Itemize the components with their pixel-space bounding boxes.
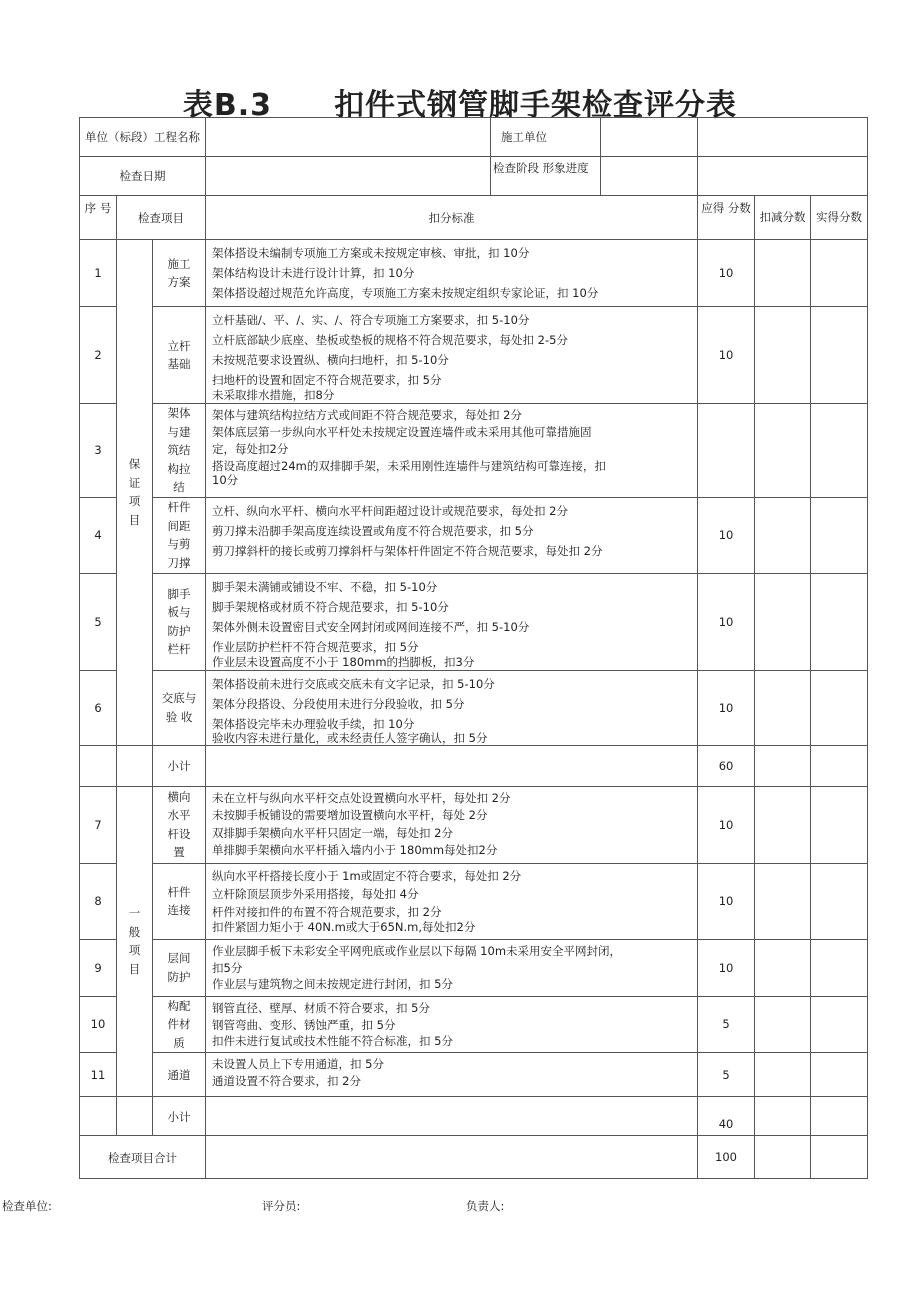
row-seq: 10 (80, 996, 117, 1053)
row-name: 立杆基础 (153, 307, 206, 404)
subtotal-score: 60 (698, 745, 755, 786)
row-seq: 9 (80, 939, 117, 996)
row-due-score: 10 (698, 786, 755, 863)
subtotal-deduct-input[interactable] (755, 745, 811, 786)
subtotal-score: 40 (698, 1097, 755, 1136)
row-due-score: 10 (698, 863, 755, 939)
table-row (80, 573, 868, 670)
row-actual-input[interactable] (811, 786, 868, 863)
row-name: 通道 (153, 1053, 206, 1097)
row-deduct-input[interactable] (755, 939, 811, 996)
row-due-score: 5 (698, 996, 755, 1053)
row-due-score: 10 (698, 939, 755, 996)
row-criteria: 立杆、纵向水平杆、横向水平杆间距超过设计或规范要求，每处扣 2分 剪刀撑未沿脚手架高度连续设置或角度不符合规范要求，扣 5分 剪刀撑斜杆的接长或剪刀撑斜杆与架体杆件固定不符合规范要求，每处扣 2分 (206, 497, 698, 573)
unit-label: 单位（标段）工程名称 (80, 118, 206, 157)
subtotal-row (80, 745, 868, 786)
unit-value-cell[interactable] (206, 118, 698, 157)
col-item: 检查项目 (117, 196, 206, 240)
col-actual: 实得分数 (811, 196, 868, 240)
row-actual-input[interactable] (811, 404, 868, 498)
row-name: 脚手板与防护栏杆 (153, 573, 206, 670)
row-name: 施工方案 (153, 240, 206, 307)
col-deduct: 扣减分数 (755, 196, 811, 240)
row-criteria: 架体搭设前未进行交底或交底未有文字记录，扣 5-10分 架体分段搭设、分段使用未进行分段验收，扣 5分 架体搭设完毕未办理验收手续，扣 10分 验收内容未进行量化，或未经责任人签字确认，扣 5分 (206, 670, 698, 745)
row-name: 层间防护 (153, 939, 206, 996)
row-seq: 1 (80, 240, 117, 307)
row-deduct-input[interactable] (755, 240, 811, 307)
table-row (80, 996, 868, 1053)
subtotal-deduct-input[interactable] (755, 1097, 811, 1136)
row-criteria: 钢管直径、壁厚、材质不符合要求，扣 5分 钢管弯曲、变形、锈蚀严重，扣 5分 扣件未进行复试或技术性能不符合标准，扣 5分 (206, 996, 698, 1053)
row-due-score: 10 (698, 670, 755, 745)
group-general: 一般项目 (117, 786, 153, 1097)
row-seq (80, 1097, 117, 1136)
row-seq: 6 (80, 670, 117, 745)
row-due-score: 10 (698, 497, 755, 573)
row-due-score: 10 (698, 307, 755, 404)
subtotal-row (80, 1097, 868, 1136)
table-row (80, 497, 868, 573)
total-actual-input[interactable] (811, 1136, 868, 1179)
row-deduct-input[interactable] (755, 573, 811, 670)
row-due-score (698, 404, 755, 498)
footer-inspect-unit: 检查单位: (2, 1199, 52, 1213)
date-label: 检查日期 (80, 157, 206, 196)
row-actual-input[interactable] (811, 1053, 868, 1097)
row-actual-input[interactable] (811, 307, 868, 404)
row-seq: 4 (80, 497, 117, 573)
row-criteria: 未在立杆与纵向水平杆交点处设置横向水平杆，每处扣 2分 未按脚手板铺设的需要增加设置横向水平杆，每处 2分 双排脚手架横向水平杆只固定一端，每处扣 2分 单排脚手架横向水平杆插入墙内小于 180mm每处扣2分 (206, 786, 698, 863)
row-actual-input[interactable] (811, 573, 868, 670)
row-actual-input[interactable] (811, 497, 868, 573)
stage-value[interactable] (698, 157, 868, 196)
row-criteria: 未设置人员上下专用通道，扣 5分 通道设置不符合要求，扣 2分 (206, 1053, 698, 1097)
row-deduct-input[interactable] (755, 863, 811, 939)
row-actual-input[interactable] (811, 670, 868, 745)
row-due-score: 5 (698, 1053, 755, 1097)
subtotal-actual-input[interactable] (811, 745, 868, 786)
table-row (80, 404, 868, 498)
row-criteria: 架体搭设未编制专项施工方案或未按规定审核、审批，扣 10分 架体结构设计未进行设计计算，扣 10分 架体搭设超过规范允许高度，专项施工方案未按规定组织专家论证，扣 10分 (206, 240, 698, 307)
subtotal-label: 小计 (153, 745, 206, 786)
row-name: 杆件连接 (153, 863, 206, 939)
table-row (80, 307, 868, 404)
table-row (80, 939, 868, 996)
row-name: 横向水平杆设 置 (153, 786, 206, 863)
row-criteria: 架体与建筑结构拉结方式或间距不符合规范要求，每处扣 2分 架体底层第一步纵向水平杆处未按规定设置连墙件或未采用其他可靠措施固 定，每处扣2分 搭设高度超过24m的双排脚手架，未采用刚性连墙件与建筑结构可靠连接，扣 10分 (206, 404, 698, 498)
title-code: 表B.3 (182, 88, 273, 123)
table-row (80, 670, 868, 745)
row-seq: 3 (80, 404, 117, 498)
row-name: 架体与建筑结构拉 结 (153, 404, 206, 498)
footer-leader: 负责人: (466, 1199, 505, 1213)
col-criteria: 扣分标准 (206, 196, 698, 240)
date-value-cell[interactable] (206, 157, 698, 196)
row-seq (80, 745, 117, 786)
stage-label: 检查阶段 形象进度 (490, 157, 600, 195)
row-seq: 5 (80, 573, 117, 670)
row-due-score: 10 (698, 240, 755, 307)
score-table (79, 117, 868, 1179)
row-deduct-input[interactable] (755, 404, 811, 498)
row-name: 交底与验 收 (153, 670, 206, 745)
row-due-score: 10 (698, 573, 755, 670)
total-row (80, 1136, 868, 1179)
title-text: 扣件式钢管脚手架检查评分表 (334, 88, 738, 123)
row-actual-input[interactable] (811, 863, 868, 939)
table-row (80, 863, 868, 939)
row-criteria: 脚手架未满铺或铺设不牢、不稳，扣 5-10分 脚手架规格或材质不符合规范要求，扣 5-10分 架体外侧未设置密目式安全网封闭或网间连接不严，扣 5-10分 作业层防护栏杆不符合规范要求，扣 5分 作业层未设置高度不小于 180mm的挡脚板，扣3分 (206, 573, 698, 670)
total-deduct-input[interactable] (755, 1136, 811, 1179)
row-actual-input[interactable] (811, 996, 868, 1053)
row-actual-input[interactable] (811, 240, 868, 307)
row-deduct-input[interactable] (755, 307, 811, 404)
row-criteria: 纵向水平杆搭接长度小于 1m或固定不符合要求，每处扣 2分 立杆除顶层顶步外采用搭接，每处扣 4分 杆件对接扣件的布置不符合规范要求，扣 2分 扣件紧固力矩小于 40N.m或大于65N.m,每处扣2分 (206, 863, 698, 939)
row-name: 构配件材质 (153, 996, 206, 1053)
col-due: 应得 分数 (698, 196, 755, 240)
row-name: 杆件间距与剪刀撑 (153, 497, 206, 573)
table-row (80, 240, 868, 307)
contractor-label: 施工单位 (490, 118, 600, 156)
total-label: 检查项目合计 (80, 1136, 206, 1179)
contractor-value[interactable] (698, 118, 868, 157)
row-criteria: 立杆基础/、平、/、实、/、符合专项施工方案要求，扣 5-10分 立杆底部缺少底座、垫板或垫板的规格不符合规范要求，每处扣 2-5分 未按规范要求设置纵、横向扫地杆，扣 5-10分 扫地杆的设置和固定不符合规范要求，扣 5分 未采取排水措施，扣8分 (206, 307, 698, 404)
col-seq: 序 号 (80, 196, 117, 240)
row-seq: 7 (80, 786, 117, 863)
row-seq: 11 (80, 1053, 117, 1097)
footer-scorer: 评分员: (262, 1199, 301, 1213)
table-row (80, 1053, 868, 1097)
row-seq: 2 (80, 307, 117, 404)
row-criteria: 作业层脚手板下未彩安全平网兜底或作业层以下每隔 10m未采用安全平网封闭， 扣5分 作业层与建筑物之间未按规定进行封闭，扣 5分 (206, 939, 698, 996)
row-deduct-input[interactable] (755, 670, 811, 745)
row-actual-input[interactable] (811, 939, 868, 996)
row-deduct-input[interactable] (755, 1053, 811, 1097)
total-score: 100 (698, 1136, 755, 1179)
row-deduct-input[interactable] (755, 786, 811, 863)
subtotal-actual-input[interactable] (811, 1097, 868, 1136)
row-seq: 8 (80, 863, 117, 939)
row-deduct-input[interactable] (755, 497, 811, 573)
table-row (80, 786, 868, 863)
row-deduct-input[interactable] (755, 996, 811, 1053)
subtotal-label: 小计 (153, 1097, 206, 1136)
group-guarantee: 保证项目 (117, 240, 153, 746)
